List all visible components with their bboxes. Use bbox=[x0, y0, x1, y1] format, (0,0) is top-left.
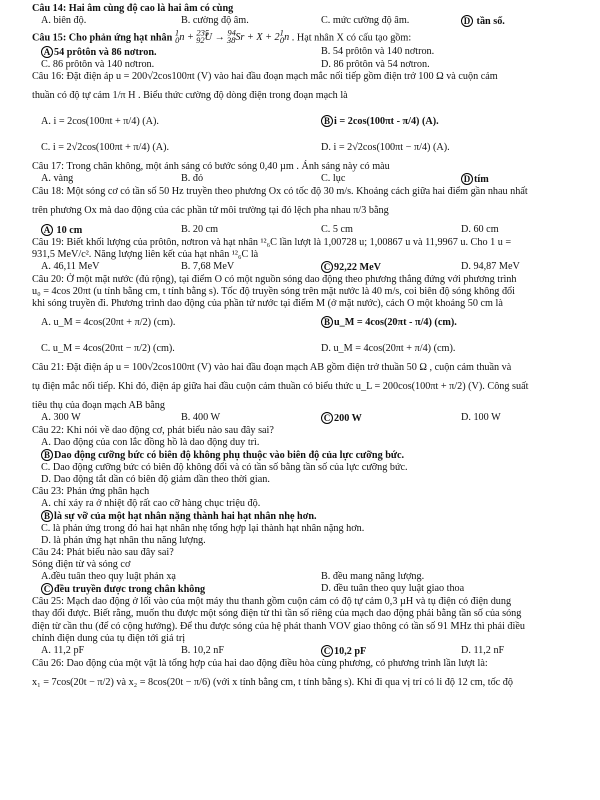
answer-mark: D bbox=[461, 15, 473, 27]
option-c: C. 5 cm bbox=[321, 223, 353, 235]
option-a: A 10 cm bbox=[32, 224, 172, 237]
option-a: A. 46,11 MeV bbox=[41, 260, 100, 272]
option-a: A. Dao động của con lắc đồng hồ là dao động duy trì. bbox=[41, 437, 260, 449]
option-d: D. Dao động tắt dần có biên độ giảm dần theo thời gian. bbox=[41, 474, 270, 486]
option-d: D. i = 2√2cos(100πt − π/4) (A). bbox=[321, 141, 450, 153]
option-b: B i = 2cos(100πt - π/4) (A). bbox=[312, 115, 592, 128]
option-d: D. 11,2 nF bbox=[461, 644, 505, 656]
option-a: A. vàng bbox=[41, 172, 74, 184]
option-c: C. mức cường độ âm. bbox=[321, 15, 410, 27]
question-15: Câu 15: Cho phản ứng hạt nhân $^1_0n + ^{235}_{92}U \to ^{94}_{38}Sr + X + 2^1_0n$ . Hạt nhân X có cấu tạo gồm: A 54 prôtôn và 86 nơtron. B. 54 prôtôn và 140 nơtron. C. 86 prôtôn và 140 nơtron. D. 86 prôtôn và 54 nơtron. bbox=[32, 28, 592, 71]
option-c: C. Dao động cưỡng bức có biên độ không đổi và có tần số bằng tần số của lực cưỡng bức. bbox=[41, 462, 408, 474]
option-a: A 54 prôtôn và 86 nơtron. bbox=[32, 46, 312, 59]
option-b: B. 54 prôtôn và 140 nơtron. bbox=[321, 45, 435, 57]
question-23: Câu 23: Phản ứng phân hạch A. chỉ xảy ra ở nhiệt độ rất cao cỡ hàng chục triệu độ. B là sự vỡ của một hạt nhân nặng thành hai hạt nhân nhẹ hơn. C. là phản ứng trong đó hai hạt nhân nhẹ tổng hợp lại thành hạt nhân nặng hơn. D. là phản ứng hạt nhân thu năng lượng. bbox=[32, 486, 592, 547]
option-c: C. u_M = 4cos(20πt − π/2) (cm). bbox=[41, 342, 175, 354]
option-b: B là sự vỡ của một hạt nhân nặng thành hai hạt nhân nhẹ hơn. bbox=[32, 510, 592, 523]
option-d: D. đều tuân theo quy luật giao thoa bbox=[321, 583, 465, 595]
option-b: B. cường độ âm. bbox=[181, 15, 249, 27]
option-d: D. là phản ứng hạt nhân thu năng lượng. bbox=[41, 535, 206, 547]
question-19: Câu 19: Biết khối lượng của prôtôn, nơtron và hạt nhân ¹²₆C lần lượt là 1,00728 u; 1,00867 u và 11,9967 u. Cho 1 u = 931,5 MeV/c². Năng lượng liên kết của hạt nhân ¹²₆C là A. 46,11 MeV B. 7,68 MeV C 92,22 MeV D. 94,87 MeV bbox=[32, 237, 592, 274]
option-b: B Dao động cưỡng bức có biên độ không phụ thuộc vào biên độ của lực cưỡng bức. bbox=[32, 449, 592, 462]
option-d: D. 100 W bbox=[461, 411, 501, 423]
option-d: D. 94,87 MeV bbox=[461, 260, 520, 272]
option-d: D tím bbox=[452, 173, 592, 186]
option-b: B. 20 cm bbox=[181, 223, 219, 235]
question-14 bbox=[32, 3, 592, 28]
question-24: Câu 24: Phát biểu nào sau đây sai? Sóng điện từ và sóng cơ A.đều tuân theo quy luật phản xạ B. đều mang năng lượng. C đều truyền được trong chân không D. đều tuân theo quy luật giao thoa bbox=[32, 547, 592, 596]
option-c: C đều truyền được trong chân không bbox=[32, 583, 312, 596]
option-a: A. u_M = 4cos(20πt + π/2) (cm). bbox=[41, 316, 176, 328]
option-a: A. chỉ xảy ra ở nhiệt độ rất cao cỡ hàng chục triệu độ. bbox=[41, 498, 261, 510]
option-b: B. 400 W bbox=[181, 411, 221, 423]
option-c: C 200 W bbox=[312, 412, 452, 425]
option-d: D tần số. bbox=[452, 15, 592, 28]
option-a: A. 300 W bbox=[41, 411, 81, 423]
reaction-equation: $^1_0n + ^{235}_{92}U \to ^{94}_{38}Sr + X + 2^1_0n$ bbox=[174, 28, 290, 46]
option-c: C. i = 2√2cos(100πt + π/4) (A). bbox=[41, 141, 170, 153]
question-16: Câu 16: Đặt điện áp u = 200√2cos100πt (V) vào hai đầu đoạn mạch mắc nối tiếp gồm điện trở 100 Ω và cuộn cảm thuần có độ tự cảm 1/π H . Biểu thức cường độ dòng điện trong đoạn mạch là A. i = 2cos(100πt + π/4) (A). B i = 2cos(100πt - π/4) (A). C. i = 2√2cos(100πt + π/4) (A). D. i = 2√2cos(100πt − π/4) (A). bbox=[32, 71, 592, 161]
question-21: Câu 21: Đặt điện áp u = 100√2cos100πt (V) vào hai đầu đoạn mạch AB gồm điện trở thuần 50 Ω , cuộn cảm thuần và tụ điện mắc nối tiếp. Khi đó, điện áp giữa hai đầu cuộn cảm thuần có biểu thức u_L = 200cos(100πt + π/2) (V). Công suất tiêu thụ của đoạn mạch AB bằng A. 300 W B. 400 W C 200 W D. 100 W bbox=[32, 362, 592, 425]
question-stem: Câu 14: Hai âm cùng độ cao là hai âm có cùng bbox=[32, 3, 234, 14]
option-b: B u_M = 4cos(20πt - π/4) (cm). bbox=[312, 316, 592, 329]
option-a: A.đều tuân theo quy luật phản xạ bbox=[41, 571, 176, 583]
option-d: D. 86 prôtôn và 54 nơtron. bbox=[321, 58, 430, 70]
option-c: C. lục bbox=[321, 172, 346, 184]
option-c: C 92,22 MeV bbox=[312, 261, 452, 274]
option-c: C. 86 prôtôn và 140 nơtron. bbox=[41, 58, 155, 70]
option-c: C 10,2 pF bbox=[312, 645, 452, 658]
question-26: Câu 26: Dao động của một vật là tổng hợp của hai dao động điều hòa cùng phương, có phương trình lần lượt là: x₁ = 7cos(20t − π/2) và x₂ = 8cos(20t − π/6) (với x tính bằng cm, t tính bằng s). Khi đi qua vị trí có li độ 12 cm, tốc độ bbox=[32, 657, 513, 688]
question-20: Câu 20: Ở một mặt nước (đủ rộng), tại điểm O có một nguồn sóng dao động theo phương thẳng đứng với phương trình u₀ = 4cos 20πt (u tính bằng cm, t tính bằng s). Tốc độ truyền sóng trên mặt nước là 40 m/s, coi biên độ sóng không đổi khi sóng truyền đi. Phương trình dao động của phần tử nước tại điểm M (ở mặt nước), cách O một khoảng 50 cm là A. u_M = 4cos(20πt + π/2) (cm). B u_M = 4cos(20πt - π/4) (cm). C. u_M = 4cos(20πt − π/2) (cm). D. u_M = 4cos(20πt + π/4) (cm). bbox=[32, 274, 592, 362]
option-a: A. i = 2cos(100πt + π/4) (A). bbox=[41, 115, 159, 127]
option-a: A. biên độ. bbox=[41, 15, 87, 27]
option-c: C. là phản ứng trong đó hai hạt nhân nhẹ tổng hợp lại thành hạt nhân nặng hơn. bbox=[41, 523, 365, 535]
question-17: Câu 17: Trong chân không, một ánh sáng có bước sóng 0,40 µm . Ánh sáng này có màu A. vàng B. đỏ C. lục D tím bbox=[32, 161, 592, 186]
option-b: B. 10,2 nF bbox=[181, 644, 225, 656]
option-d: D. u_M = 4cos(20πt + π/4) (cm). bbox=[321, 342, 456, 354]
option-a: A. 11,2 pF bbox=[41, 644, 85, 656]
option-b: B. đỏ bbox=[181, 172, 204, 184]
option-d: D. 60 cm bbox=[461, 223, 499, 235]
question-18: Câu 18: Một sóng cơ có tần số 50 Hz truyền theo phương Ox có tốc độ 30 m/s. Khoảng cách giữa hai điểm gần nhau nhất trên phương Ox mà dao động của các phần tử môi trường tại đó lệch pha nhau π/3 bằng A 10 cm B. 20 cm C. 5 cm D. 60 cm bbox=[32, 186, 592, 237]
question-stem: Câu 16: Đặt điện áp u = 200√2cos100πt (V) vào hai đầu đoạn mạch mắc nối tiếp gồm điện trở 100 Ω và cuộn cảm bbox=[32, 70, 498, 82]
question-25: Câu 25: Mạch dao động ở lối vào của một máy thu thanh gồm cuộn cảm có độ tự cảm 0,3 µH và tụ điện có điện dung thay đổi được. Biết rằng, muốn thu được một sóng điện từ thì tần số riêng của mạch dao động phải bằng tần số của sóng điện từ cần thu (để có cộng hưởng). Để thu được sóng của hệ phát thanh VOV giao thông có tần số 91 MHz thì phải điều chỉnh điện dung của tụ điện tới giá trị A. 11,2 pF B. 10,2 nF C 10,2 pF D. 11,2 nF bbox=[32, 596, 592, 657]
question-22: Câu 22: Khi nói về dao động cơ, phát biểu nào sau đây sai? A. Dao động của con lắc đồng hồ là dao động duy trì. B Dao động cưỡng bức có biên độ không phụ thuộc vào biên độ của lực cưỡng bức. C. Dao động cưỡng bức có biên độ không đổi và có tần số bằng tần số của lực cưỡng bức. D. Dao động tắt dần có biên độ giảm dần theo thời gian. bbox=[32, 425, 592, 486]
option-b: B. đều mang năng lượng. bbox=[321, 571, 425, 583]
option-b: B. 7,68 MeV bbox=[181, 260, 235, 272]
